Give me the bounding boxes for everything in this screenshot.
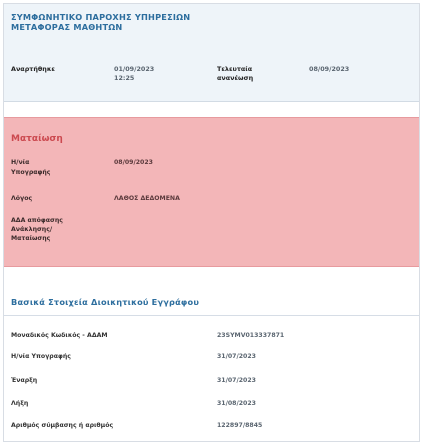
basic-info-divider (4, 315, 419, 316)
row-label-end: Λήξη (11, 400, 29, 407)
row-label-contract-number: Αριθμός σύμβασης ή αριθμός (11, 422, 114, 429)
cancel-signature-date: 08/09/2023 (114, 159, 153, 166)
cancel-reason-value: ΛΑΘΟΣ ΔΕΔΟΜΕΝΑ (114, 195, 180, 202)
posted-label: Αναρτήθηκε (11, 65, 55, 73)
cancellation-panel (4, 117, 419, 267)
row-value-adam: 23SYMV013337871 (217, 332, 285, 339)
posted-date: 01/09/2023 (114, 65, 155, 73)
cancellation-title: Ματαίωση (11, 134, 63, 144)
cancel-ada-label-line1: ΑΔΑ απόφασης (11, 217, 63, 224)
cancel-ada-label-line3: Ματαίωσης (11, 235, 51, 242)
basic-info-title: Βασικά Στοιχεία Διοικητικού Εγγράφου (11, 297, 200, 307)
document-header (4, 4, 419, 102)
cancel-signature-label-line1: Η/νία (11, 159, 30, 166)
posted-time: 12:25 (114, 74, 135, 82)
row-label-signature-date: Η/νία Υπογραφής (11, 353, 71, 360)
row-label-start: Έναρξη (11, 377, 38, 384)
row-value-end: 31/08/2023 (217, 400, 256, 407)
document-title (11, 12, 311, 32)
row-value-contract-number: 122897/8845 (217, 422, 263, 429)
cancel-ada-label-line2: Ανάκλησης/ (11, 226, 53, 233)
document-card (3, 3, 420, 442)
updated-label-line2: ανανέωση (217, 74, 254, 82)
cancel-signature-label-line2: Υπογραφής (11, 169, 51, 176)
document-title-line1: ΣΥΜΦΩΝΗΤΙΚΟ ΠΑΡΟΧΗΣ ΥΠΗΡΕΣΙΩΝ (11, 12, 191, 22)
updated-date: 08/09/2023 (309, 65, 350, 73)
row-value-start: 31/07/2023 (217, 377, 256, 384)
document-title-line2: ΜΕΤΑΦΟΡΑΣ ΜΑΘΗΤΩΝ (11, 22, 123, 32)
row-label-adam: Μοναδικός Κωδικός - ΑΔΑΜ (11, 332, 108, 339)
row-value-signature-date: 31/07/2023 (217, 353, 256, 360)
cancel-reason-label: Λόγος (11, 195, 33, 202)
basic-info-section (4, 286, 419, 442)
updated-label-line1: Τελευταία (217, 65, 253, 73)
